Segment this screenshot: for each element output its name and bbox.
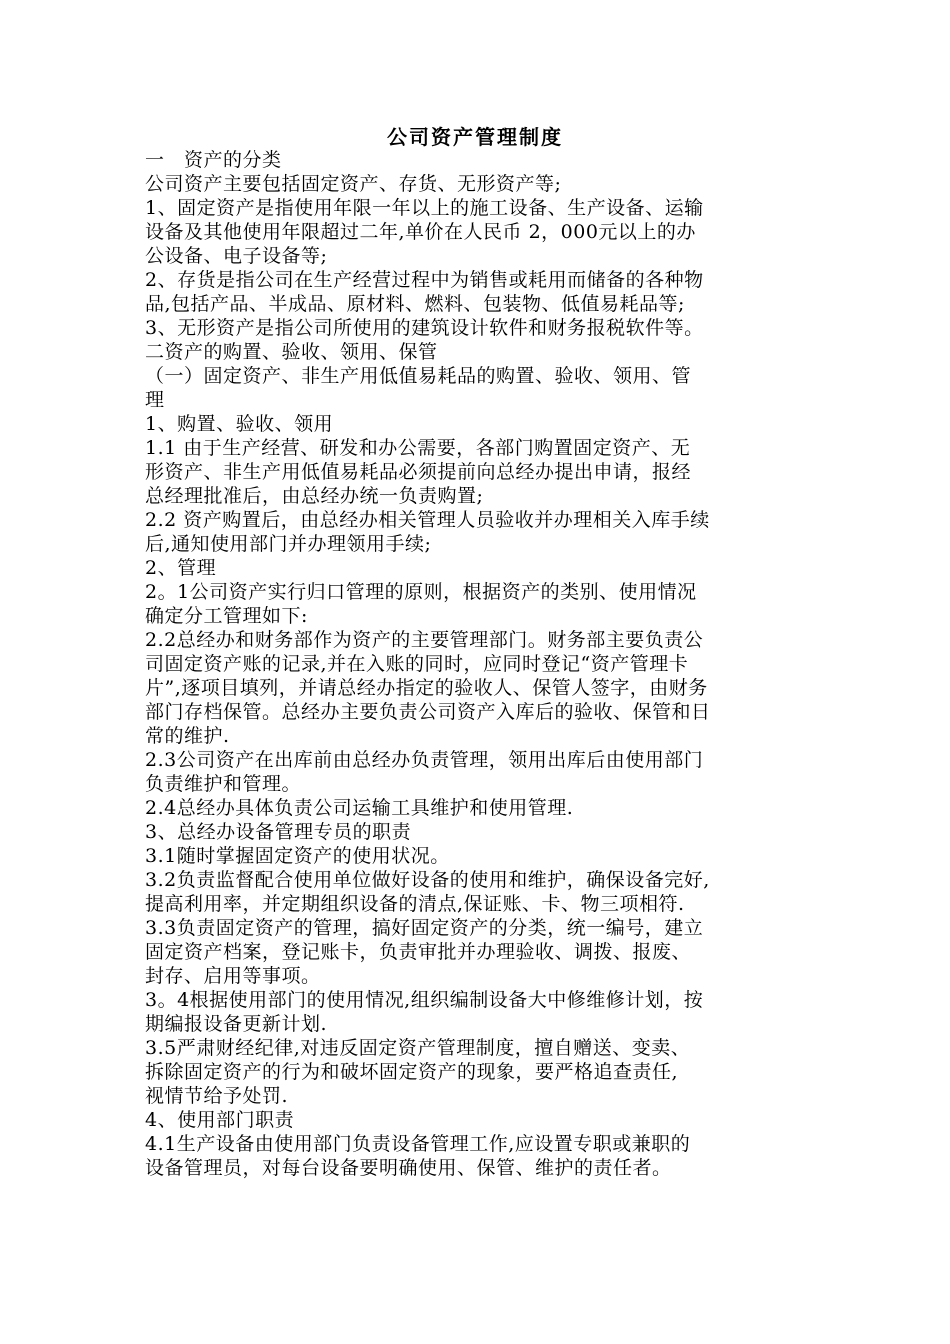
document-line: 封存、启用等事项。	[145, 965, 321, 987]
document-line: 2。1公司资产实行归口管理的原则，根据资产的类别、使用情况	[145, 581, 697, 603]
document-line: 期编报设备更新计划.	[145, 1013, 328, 1035]
document-line: 2.3公司资产在出库前由总经办负责管理，领用出库后由使用部门	[145, 749, 704, 771]
document-line: 3、总经办设备管理专员的职责	[145, 821, 412, 843]
document-line: 3.1随时掌握固定资产的使用状况。	[145, 845, 450, 867]
document-line: 2.2 资产购置后，由总经办相关管理人员验收并办理相关入库手续	[145, 509, 710, 531]
document-line: （一）固定资产、非生产用低值易耗品的购置、验收、领用、管	[145, 365, 692, 387]
document-line: 3。4根据使用部门的使用情况,组织编制设备大中修维修计划，按	[145, 989, 704, 1011]
document-line: 视情节给予处罚.	[145, 1085, 289, 1107]
document-line: 1、固定资产是指使用年限一年以上的施工设备、生产设备、运输	[145, 197, 704, 219]
document-title: 公司资产管理制度	[387, 125, 563, 149]
document-line: 提高利用率，并定期组织设备的清点,保证账、卡、物三项相符.	[145, 893, 685, 915]
document-line: 总经理批准后，由总经办统一负责购置;	[145, 485, 484, 507]
document-line: 确定分工管理如下:	[145, 605, 308, 627]
document-line: 后,通知使用部门并办理领用手续;	[145, 533, 432, 555]
document-line: 设备及其他使用年限超过二年,单价在人民币 2，000元以上的办	[145, 221, 696, 243]
document-line: 2.2总经办和财务部作为资产的主要管理部门。财务部主要负责公	[145, 629, 704, 651]
document-line: 形资产、非生产用低值易耗品必须提前向总经办提出申请，报经	[145, 461, 692, 483]
document-line: 品,包括产品、半成品、原材料、燃料、包装物、低值易耗品等;	[145, 293, 685, 315]
document-line: 公司资产主要包括固定资产、存货、无形资产等;	[145, 173, 562, 195]
document-line: 3、无形资产是指公司所使用的建筑设计软件和财务报税软件等。	[145, 317, 704, 339]
document-line: 部门存档保管。总经办主要负责公司资产入库后的验收、保管和日	[145, 701, 711, 723]
document-line: 4.1生产设备由使用部门负责设备管理工作,应设置专职或兼职的	[145, 1133, 691, 1155]
document-line: 片”,逐项目填列，并请总经办指定的验收人、保管人签字，由财务	[145, 677, 708, 699]
document-line: 3.2负责监督配合使用单位做好设备的使用和维护，确保设备完好,	[145, 869, 710, 891]
document-line: 二资产的购置、验收、领用、保管	[145, 341, 438, 363]
document-line: 2、管理	[145, 557, 217, 579]
document-line: 2、存货是指公司在生产经营过程中为销售或耗用而储备的各种物	[145, 269, 704, 291]
document-line: 1.1 由于生产经营、研发和办公需要，各部门购置固定资产、无	[145, 437, 691, 459]
document-body	[145, 148, 825, 1180]
document-line: 负责维护和管理。	[145, 773, 302, 795]
document-line: 1、购置、验收、领用	[145, 413, 334, 435]
document-line: 公设备、电子设备等;	[145, 245, 328, 267]
document-line: 司固定资产账的记录,并在入账的同时，应同时登记“资产管理卡	[145, 653, 689, 675]
document-line: 常的维护.	[145, 725, 230, 747]
document-line: 设备管理员，对每台设备要明确使用、保管、维护的责任者。	[145, 1157, 672, 1179]
document-line: 3.3负责固定资产的管理，搞好固定资产的分类，统一编号，建立	[145, 917, 704, 939]
document-line: 2.4总经办具体负责公司运输工具维护和使用管理.	[145, 797, 574, 819]
document-line: 4、使用部门职责	[145, 1109, 295, 1131]
document-line: 一 资产的分类	[145, 149, 282, 171]
document-line: 理	[145, 389, 165, 411]
document-line: 3.5严肃财经纪律,对违反固定资产管理制度，擅自赠送、变卖、	[145, 1037, 691, 1059]
document-line: 拆除固定资产的行为和破坏固定资产的现象，要严格追查责任,	[145, 1061, 679, 1083]
document-line: 固定资产档案，登记账卡，负责审批并办理验收、调拨、报废、	[145, 941, 692, 963]
